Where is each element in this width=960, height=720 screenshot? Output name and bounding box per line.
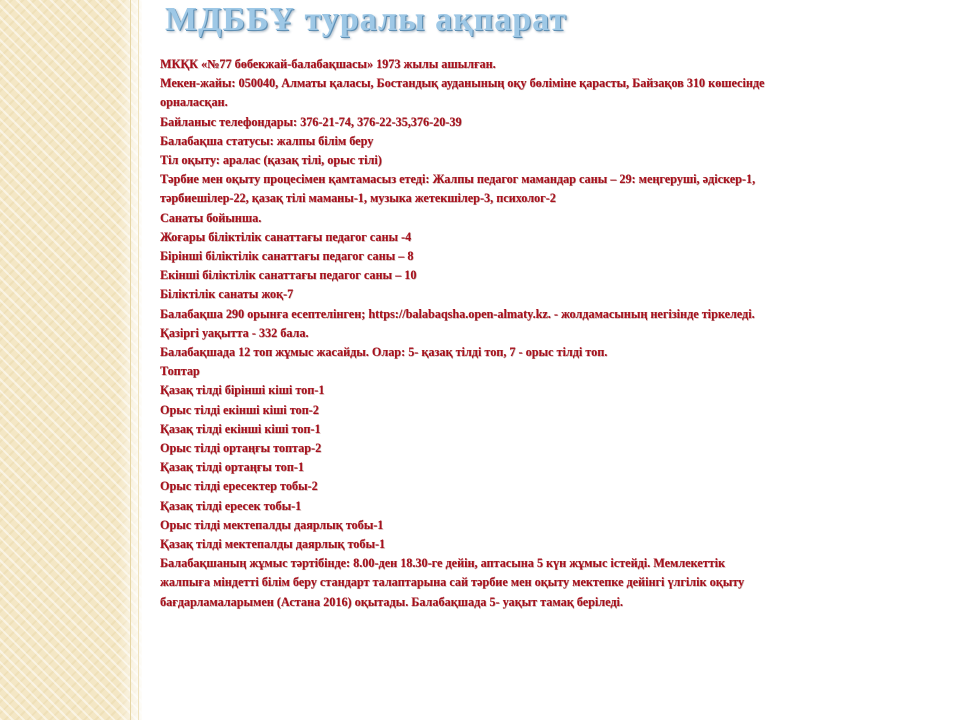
body-line: Байланыс телефондары: 376-21-74, 376-22-35,376-20-39 <box>160 114 462 129</box>
body-line: Балабақша 290 орынға есептелінген; https://balabaqsha.open-almaty.kz. - жолдамасының негізінде тіркеледі. <box>160 306 755 321</box>
body-line: Жоғары біліктілік санаттағы педагог саны -4 <box>160 229 412 244</box>
body-line: Бірінші біліктілік санаттағы педагог саны – 8 <box>160 249 414 264</box>
body-line: Балабақша статусы: жалпы білім беру <box>160 133 374 148</box>
body-line: Санаты бойынша. <box>160 210 262 225</box>
body-line: Топтар <box>160 364 200 379</box>
body-line: жалпыға міндетті білім беру стандарт талаптарына сай тәрбие мен оқыту мектепке дейінгі үлгілік оқыту <box>160 575 745 590</box>
body-line: МКҚК «№77 бөбекжай-балабақшасы» 1973 жылы ашылған. <box>160 57 496 71</box>
body-line: Біліктілік санаты жоқ-7 <box>160 287 294 302</box>
body-line: Тәрбие мен оқыту процесімен қамтамасыз етеді: Жалпы педагог мамандар саны – 29: меңгеруші, әдіскер-1, <box>160 172 756 187</box>
body-line: Орыс тілді екінші кіші топ-2 <box>160 402 319 417</box>
body-line: Қазақ тілді бірінші кіші топ-1 <box>160 383 325 398</box>
body-line: орналасқан. <box>160 95 228 110</box>
body-line: Қазақ тілді мектепалды даярлық тобы-1 <box>160 537 386 552</box>
body-line: Қазақ тілді ересек тобы-1 <box>160 498 302 513</box>
body-line: Балабақшаның жұмыс тәртібінде: 8.00-ден 18.30-ге дейін, аптасына 5 күн жұмыс істейді. Мемлекеттік <box>160 556 726 571</box>
divider-line-thin <box>138 0 139 720</box>
body-line: Екінші біліктілік санаттағы педагог саны – 10 <box>160 268 417 283</box>
body-line: тәрбиешілер-22, қазақ тілі маманы-1, музыка жетекшілер-3, психолог-2 <box>160 191 556 206</box>
body-line: Балабақшада 12 топ жұмыс жасайды. Олар: 5- қазақ тілді топ, 7 - орыс тілді топ. <box>160 345 608 360</box>
slide-body <box>160 55 920 612</box>
body-line: Қазақ тілді ортаңғы топ-1 <box>160 460 304 475</box>
body-line: Қазіргі уақытта - 332 бала. <box>160 325 309 340</box>
body-line: Орыс тілді ересектер тобы-2 <box>160 479 318 494</box>
slide-title: МДББҰ туралы ақпарат <box>165 1 567 38</box>
body-line: бағдарламаларымен (Астана 2016) оқытады. Балабақшада 5- уақыт тамақ беріледі. <box>160 594 623 609</box>
body-line: Орыс тілді мектепалды даярлық тобы-1 <box>160 517 384 532</box>
body-line: Қазақ тілді екінші кіші топ-1 <box>160 421 321 436</box>
body-line: Тіл оқыту: аралас (қазақ тілі, орыс тілі) <box>160 153 382 168</box>
body-line: Орыс тілді ортаңғы топтар-2 <box>160 441 322 456</box>
side-panel-fade <box>118 0 152 720</box>
divider-line <box>130 0 131 720</box>
body-line: Мекен-жайы: 050040, Алматы қаласы, Бостандық ауданының оқу бөліміне қарасты, Байзақов 310 көшесінде <box>160 76 765 91</box>
